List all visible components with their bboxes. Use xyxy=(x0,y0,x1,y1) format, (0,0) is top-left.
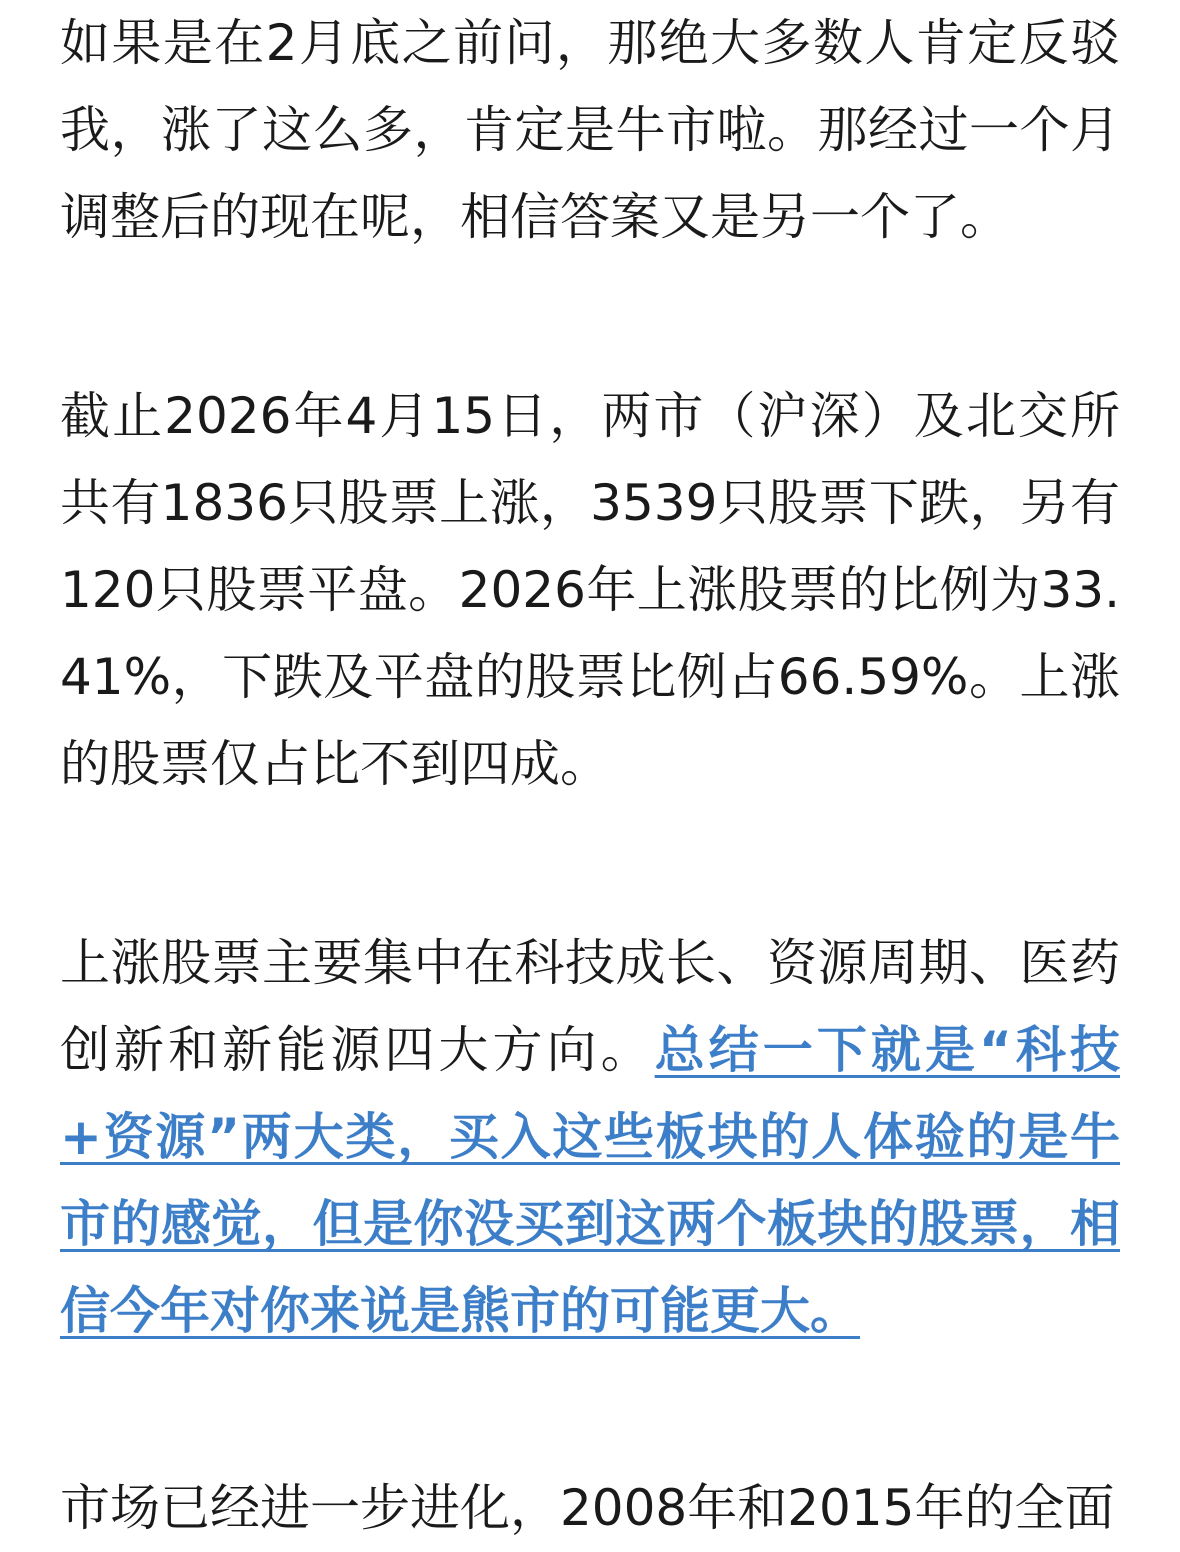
paragraph-market-opinion: 如果是在2月底之前问，那绝大多数人肯定反驳我，涨了这么多，肯定是牛市啦。那经过一个月调整后的现在呢，相信答案又是另一个了。 xyxy=(60,14,1120,246)
sectors-text: 上涨股票主要集中在科技成长、资源周期、医药创新和新能源四大方向。 xyxy=(60,934,1120,1079)
paragraph-sectors xyxy=(60,920,1120,1355)
summary-link[interactable]: 总结一下就是“科技+资源”两大类，买入这些板块的人体验的是牛市的感觉，但是你没买到这两个板块的股票，相信今年对你来说是熊市的可能更大。 xyxy=(60,1021,1120,1340)
paragraph-market-stats: 截止2026年4月15日，两市（沪深）及北交所共有1836只股票上涨，3539只股票下跌，另有120只股票平盘。2026年上涨股票的比例为33.41%，下跌及平盘的股票比例占66.59%。上涨的股票仅占比不到四成。 xyxy=(60,387,1120,793)
paragraph-market-evolution: 市场已经进一步进化，2008年和2015年的全面 xyxy=(60,1479,1115,1537)
